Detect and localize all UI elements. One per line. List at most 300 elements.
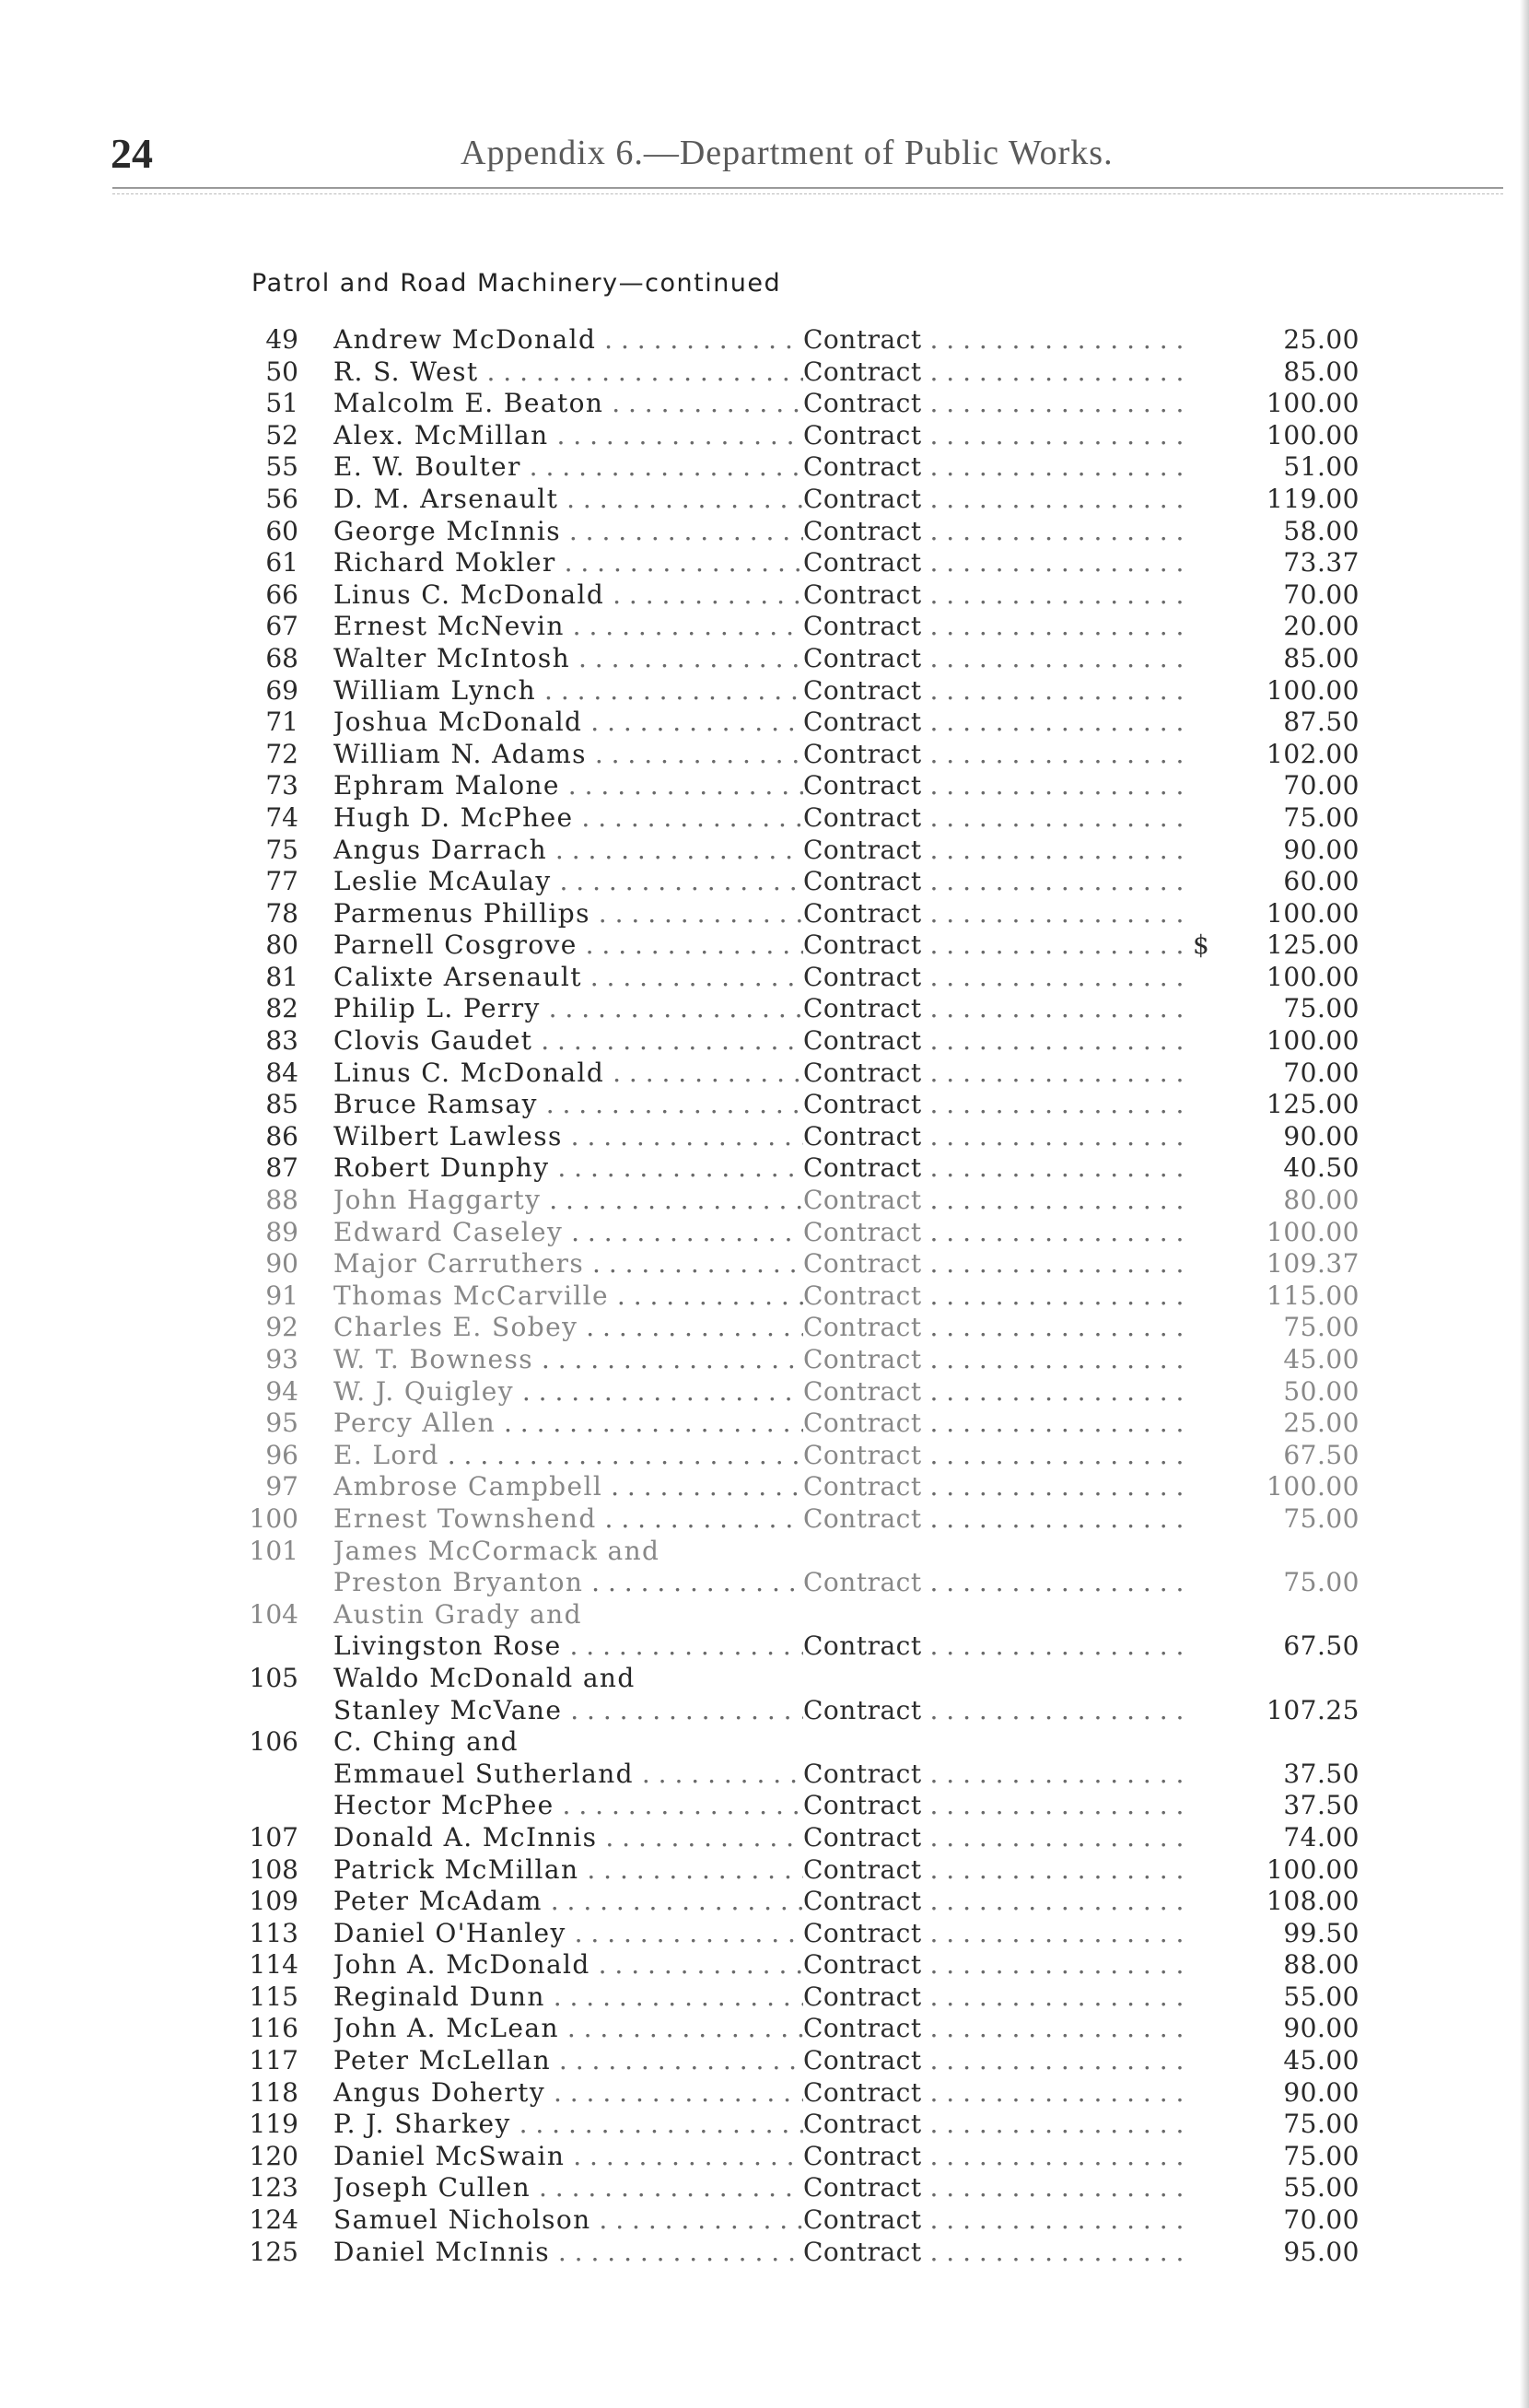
list-item (0, 2204, 1529, 2237)
entry-number: 51 (265, 388, 298, 419)
payee-name: Linus C. McDonald . . . (333, 579, 803, 611)
payment-type: Contract . . . (803, 2141, 1190, 2172)
payee-name: Preston Bryanton . . . (333, 1567, 803, 1598)
list-item (0, 2077, 1529, 2110)
entry-number: 116 (249, 2013, 298, 2044)
payment-amount: 75.00 (1283, 1502, 1360, 1534)
payment-amount: 115.00 (1266, 1280, 1360, 1311)
list-item (0, 770, 1529, 802)
list-item (0, 993, 1529, 1025)
payment-amount: 75.00 (1283, 993, 1360, 1024)
payment-type: Contract . . . (803, 1280, 1190, 1312)
payment-type: Contract . . . (803, 484, 1190, 515)
payment-amount: 70.00 (1283, 770, 1360, 801)
payee-name: Daniel McSwain . . . (333, 2141, 803, 2172)
payment-amount: 75.00 (1283, 801, 1360, 833)
payment-type: Contract . . . (803, 802, 1190, 834)
payment-amount: 73.37 (1283, 547, 1360, 579)
payment-type: Contract . . . (803, 739, 1190, 770)
payee-name: Reginald Dunn . . . (333, 1981, 803, 2013)
payment-type: Contract . . . (803, 611, 1190, 642)
list-item (0, 1025, 1529, 1058)
payment-type: Contract . . . (803, 1918, 1190, 1949)
payment-amount: 88.00 (1283, 1949, 1360, 1981)
entry-number: 94 (265, 1375, 298, 1407)
payee-name: William Lynch . . . (333, 675, 803, 707)
list-item (0, 802, 1529, 835)
payee-name: Malcolm E. Beaton . . . (333, 388, 803, 419)
list-item (0, 2045, 1529, 2077)
entry-number: 90 (265, 1248, 298, 1280)
payment-type: Contract . . . (803, 1408, 1190, 1439)
payee-name: E. Lord . . . (333, 1440, 803, 1471)
payment-type: Contract . . . (803, 1376, 1190, 1408)
payment-amount: 55.00 (1283, 2172, 1360, 2203)
payment-type: Contract . . . (803, 1567, 1190, 1598)
list-item (0, 2109, 1529, 2141)
payment-type: Contract . . . (803, 1185, 1190, 1216)
payee-name: John A. McLean . . . (333, 2013, 803, 2044)
list-item (0, 1759, 1529, 1791)
payment-type: Contract . . . (803, 643, 1190, 674)
payee-name: Austin Grady and (333, 1598, 582, 1630)
list-item (0, 1344, 1529, 1376)
payment-type: Contract . . . (803, 451, 1190, 483)
list-item (0, 1503, 1529, 1536)
entry-number: 84 (265, 1057, 298, 1088)
payment-type: Contract . . . (803, 2045, 1190, 2076)
entry-number: 91 (265, 1280, 298, 1311)
entry-number: 82 (265, 993, 298, 1024)
payment-type: Contract . . . (803, 2077, 1190, 2109)
payment-type: Contract . . . (803, 1152, 1190, 1184)
payment-amount: 75.00 (1283, 2109, 1360, 2140)
payment-type: Contract . . . (803, 516, 1190, 547)
entry-number: 100 (249, 1502, 298, 1534)
list-item (0, 1567, 1529, 1599)
payment-amount: 67.50 (1283, 1631, 1360, 1662)
payment-type: Contract . . . (803, 929, 1190, 961)
payee-name: Ernest McNevin . . . (333, 611, 803, 642)
payment-type: Contract . . . (803, 1121, 1190, 1152)
list-item (0, 1631, 1529, 1663)
payment-amount: 109.37 (1266, 1248, 1360, 1280)
entry-number: 86 (265, 1120, 298, 1151)
payment-type: Contract . . . (803, 675, 1190, 707)
list-item (0, 2141, 1529, 2173)
payment-type: Contract . . . (803, 1089, 1190, 1120)
list-item (0, 1089, 1529, 1121)
section-title: Patrol and Road Machinery—continued (251, 269, 782, 298)
payment-list (0, 324, 1529, 2268)
entry-number: 68 (265, 642, 298, 673)
list-item (0, 1376, 1529, 1409)
payee-name: Parnell Cosgrove . . . (333, 929, 803, 961)
list-item (0, 1440, 1529, 1472)
list-item (0, 707, 1529, 739)
entry-number: 92 (265, 1312, 298, 1343)
entry-number: 97 (265, 1471, 298, 1502)
payee-name: Clovis Gaudet . . . (333, 1025, 803, 1057)
payee-name: Hugh D. McPhee . . . (333, 802, 803, 834)
payee-name: Ernest Townshend . . . (333, 1503, 803, 1535)
list-item (0, 1058, 1529, 1090)
payee-name: Calixte Arsenault . . . (333, 962, 803, 993)
entry-number: 117 (249, 2045, 298, 2076)
list-item (0, 1663, 1529, 1695)
entry-number: 78 (265, 897, 298, 929)
payee-name: Leslie McAulay . . . (333, 866, 803, 897)
payment-amount: 40.50 (1283, 1152, 1360, 1184)
payee-name: William N. Adams . . . (333, 739, 803, 770)
payee-name: Peter McLellan . . . (333, 2045, 803, 2076)
payment-amount: 80.00 (1283, 1185, 1360, 1216)
payment-type: Contract . . . (803, 770, 1190, 801)
list-item (0, 739, 1529, 771)
list-item (0, 357, 1529, 389)
payment-amount: 74.00 (1283, 1821, 1360, 1853)
page-header (111, 129, 1492, 184)
entry-number: 81 (265, 961, 298, 992)
payment-type: Contract . . . (803, 1886, 1190, 1917)
entry-number: 95 (265, 1408, 298, 1439)
list-item (0, 516, 1529, 548)
entry-number: 89 (265, 1216, 298, 1247)
entry-number: 113 (249, 1917, 298, 1948)
payee-name: George McInnis . . . (333, 516, 803, 547)
list-item (0, 643, 1529, 675)
payee-name: Emmauel Sutherland . . . (333, 1759, 803, 1790)
payment-type: Contract . . . (803, 1759, 1190, 1790)
payee-name: Charles E. Sobey . . . (333, 1312, 803, 1343)
payment-amount: 58.00 (1283, 515, 1360, 546)
entry-number: 50 (265, 356, 298, 387)
payment-type: Contract . . . (803, 898, 1190, 929)
list-item (0, 1599, 1529, 1631)
payment-amount: 119.00 (1266, 483, 1360, 514)
payment-type: Contract . . . (803, 1312, 1190, 1343)
list-item (0, 1981, 1529, 2014)
list-item (0, 1949, 1529, 1981)
payee-name: Daniel McInnis . . . (333, 2237, 803, 2268)
payment-amount: 25.00 (1283, 324, 1360, 355)
entry-number: 93 (265, 1344, 298, 1374)
payment-type: Contract . . . (803, 962, 1190, 993)
payment-type: Contract . . . (803, 1471, 1190, 1502)
list-item (0, 1854, 1529, 1887)
payee-name: Andrew McDonald . . . (333, 324, 803, 356)
list-item (0, 1726, 1529, 1759)
payee-name: John Haggarty . . . (333, 1185, 803, 1216)
payment-type: Contract . . . (803, 324, 1190, 356)
entry-number: 85 (265, 1089, 298, 1120)
list-item (0, 451, 1529, 484)
payment-amount: 100.00 (1266, 674, 1360, 706)
payment-amount: 100.00 (1266, 1471, 1360, 1502)
payment-amount: 100.00 (1266, 1216, 1360, 1247)
entry-number: 71 (265, 707, 298, 738)
payment-type: Contract . . . (803, 1790, 1190, 1821)
list-item (0, 1822, 1529, 1854)
payment-type: Contract . . . (803, 1248, 1190, 1280)
payee-name: Ambrose Campbell . . . (333, 1471, 803, 1502)
list-item (0, 2237, 1529, 2269)
payment-type: Contract . . . (803, 1503, 1190, 1535)
list-item (0, 835, 1529, 867)
payee-name: Philip L. Perry . . . (333, 993, 803, 1024)
payment-type: Contract . . . (803, 579, 1190, 611)
list-item (0, 898, 1529, 930)
payment-type: Contract . . . (803, 866, 1190, 897)
payment-type: Contract . . . (803, 2237, 1190, 2268)
list-item (0, 2172, 1529, 2204)
entry-number: 75 (265, 834, 298, 865)
payee-name: Daniel O'Hanley . . . (333, 1918, 803, 1949)
list-item (0, 2013, 1529, 2045)
list-item (0, 1248, 1529, 1280)
payment-type: Contract . . . (803, 1440, 1190, 1471)
list-item (0, 611, 1529, 643)
payee-name: W. T. Bowness . . . (333, 1344, 803, 1375)
payment-amount: 37.50 (1283, 1790, 1360, 1821)
payment-amount: 108.00 (1266, 1886, 1360, 1917)
entry-number: 124 (249, 2204, 298, 2236)
payment-amount: 95.00 (1283, 2236, 1360, 2267)
payee-name: Bruce Ramsay . . . (333, 1089, 803, 1120)
entry-number: 52 (265, 419, 298, 450)
payment-type: Contract . . . (803, 547, 1190, 579)
payment-type: Contract . . . (803, 707, 1190, 738)
payee-name: Ephram Malone . . . (333, 770, 803, 801)
payment-amount: 85.00 (1283, 642, 1360, 673)
payment-amount: 100.00 (1266, 388, 1360, 419)
payee-name: R. S. West . . . (333, 357, 803, 388)
payment-type: Contract . . . (803, 1981, 1190, 2013)
payee-name: Angus Doherty . . . (333, 2077, 803, 2109)
payee-name: Livingston Rose . . . (333, 1631, 803, 1662)
list-item (0, 1471, 1529, 1503)
entry-number: 123 (249, 2172, 298, 2203)
header-rule (112, 187, 1503, 189)
payment-type: Contract . . . (803, 2204, 1190, 2236)
list-item (0, 1280, 1529, 1313)
payee-name: Major Carruthers . . . (333, 1248, 803, 1280)
running-head: Appendix 6.—Department of Public Works. (461, 134, 1114, 172)
payee-name: E. W. Boulter . . . (333, 451, 803, 483)
payment-type: Contract . . . (803, 1217, 1190, 1248)
entry-number: 101 (249, 1535, 298, 1566)
payment-type: Contract . . . (803, 2109, 1190, 2140)
entry-number: 88 (265, 1185, 298, 1216)
entry-number: 118 (249, 2076, 298, 2108)
list-item (0, 1790, 1529, 1822)
payment-type: Contract . . . (803, 1822, 1190, 1853)
page-number: 24 (111, 130, 153, 177)
payment-amount: 37.50 (1283, 1758, 1360, 1789)
payee-name: Peter McAdam . . . (333, 1886, 803, 1917)
payee-name: Edward Caseley . . . (333, 1217, 803, 1248)
entry-number: 73 (265, 770, 298, 801)
payment-type: Contract . . . (803, 1058, 1190, 1089)
payment-amount: 90.00 (1283, 2076, 1360, 2108)
header-rule-secondary (112, 193, 1503, 194)
entry-number: 55 (265, 451, 298, 483)
payment-amount: 100.00 (1266, 419, 1360, 450)
payee-name: C. Ching and (333, 1726, 519, 1758)
list-item (0, 1185, 1529, 1217)
payee-name: Stanley McVane . . . (333, 1695, 803, 1726)
payee-name: Richard Mokler . . . (333, 547, 803, 579)
payee-name: Joseph Cullen . . . (333, 2172, 803, 2203)
payee-name: Hector McPhee . . . (333, 1790, 803, 1821)
list-item (0, 929, 1529, 962)
list-item (0, 324, 1529, 357)
payee-name: Linus C. McDonald . . . (333, 1058, 803, 1089)
entry-number: 60 (265, 515, 298, 546)
payment-amount: 70.00 (1283, 1057, 1360, 1088)
entry-number: 66 (265, 579, 298, 610)
payment-type: Contract . . . (803, 1344, 1190, 1375)
entry-number: 74 (265, 801, 298, 833)
list-item (0, 1152, 1529, 1185)
list-item (0, 962, 1529, 994)
payee-name: Parmenus Phillips . . . (333, 898, 803, 929)
entry-number: 120 (249, 2140, 298, 2171)
entry-number: 108 (249, 1853, 298, 1885)
payment-type: Contract . . . (803, 1025, 1190, 1057)
list-item (0, 1121, 1529, 1153)
payment-amount: 75.00 (1283, 2140, 1360, 2171)
payment-type: Contract . . . (803, 357, 1190, 388)
payment-type: Contract . . . (803, 1854, 1190, 1886)
entry-number: 83 (265, 1025, 298, 1057)
payee-name: Percy Allen . . . (333, 1408, 803, 1439)
payee-name: Alex. McMillan . . . (333, 420, 803, 451)
list-item (0, 1918, 1529, 1950)
payment-type: Contract . . . (803, 1949, 1190, 1981)
payment-amount: 100.00 (1266, 1853, 1360, 1885)
list-item (0, 1536, 1529, 1568)
entry-number: 87 (265, 1152, 298, 1184)
payment-type: Contract . . . (803, 835, 1190, 866)
payment-amount: 125.00 (1266, 1089, 1360, 1120)
payment-amount: 55.00 (1283, 1981, 1360, 2012)
payee-name: Walter McIntosh . . . (333, 643, 803, 674)
entry-number: 80 (265, 929, 298, 961)
entry-number: 107 (249, 1821, 298, 1853)
payment-amount: 45.00 (1283, 1344, 1360, 1374)
payment-type: Contract . . . (803, 420, 1190, 451)
entry-number: 114 (249, 1949, 298, 1981)
entry-number: 96 (265, 1439, 298, 1470)
entry-number: 69 (265, 674, 298, 706)
payment-amount: 100.00 (1266, 1025, 1360, 1057)
list-item (0, 484, 1529, 516)
payee-name: Robert Dunphy . . . (333, 1152, 803, 1184)
list-item (0, 579, 1529, 612)
list-item (0, 1695, 1529, 1727)
entry-number: 67 (265, 611, 298, 642)
payment-amount: 90.00 (1283, 1120, 1360, 1151)
payment-amount: 90.00 (1283, 2013, 1360, 2044)
entry-number: 106 (249, 1726, 298, 1758)
list-item (0, 675, 1529, 707)
payee-name: W. J. Quigley . . . (333, 1376, 803, 1408)
payment-amount: 107.25 (1266, 1694, 1360, 1725)
payment-amount: 102.00 (1266, 738, 1360, 769)
list-item (0, 1217, 1529, 1249)
payee-name: Samuel Nicholson . . . (333, 2204, 803, 2236)
payment-amount: 45.00 (1283, 2045, 1360, 2076)
entry-number: 104 (249, 1598, 298, 1630)
entry-number: 105 (249, 1662, 298, 1693)
payee-name: Patrick McMillan . . . (333, 1854, 803, 1886)
payee-name: D. M. Arsenault . . . (333, 484, 803, 515)
payment-amount: 100.00 (1266, 961, 1360, 992)
payee-name: Donald A. McInnis . . . (333, 1822, 803, 1853)
payment-amount: 51.00 (1283, 451, 1360, 483)
entry-number: 119 (249, 2109, 298, 2140)
payee-name: P. J. Sharkey . . . (333, 2109, 803, 2140)
entry-number: 49 (265, 324, 298, 355)
entry-number: 56 (265, 483, 298, 514)
payment-type: Contract . . . (803, 1695, 1190, 1726)
entry-number: 61 (265, 547, 298, 579)
payment-amount: 90.00 (1283, 834, 1360, 865)
list-item (0, 420, 1529, 452)
payment-type: Contract . . . (803, 2172, 1190, 2203)
payment-amount: 100.00 (1266, 897, 1360, 929)
payment-amount: 75.00 (1283, 1567, 1360, 1598)
list-item (0, 1312, 1529, 1344)
payee-name: Angus Darrach . . . (333, 835, 803, 866)
payment-type: Contract . . . (803, 1631, 1190, 1662)
payee-name: John A. McDonald . . . (333, 1949, 803, 1981)
payee-name: Joshua McDonald . . . (333, 707, 803, 738)
payment-amount: 125.00 (1266, 929, 1360, 961)
payee-name: Thomas McCarville . . . (333, 1280, 803, 1312)
payment-amount: 99.50 (1283, 1917, 1360, 1948)
payment-amount: 60.00 (1283, 866, 1360, 897)
payment-amount: 85.00 (1283, 356, 1360, 387)
list-item (0, 1408, 1529, 1440)
payment-amount: 25.00 (1283, 1408, 1360, 1439)
list-item (0, 388, 1529, 420)
payment-type: Contract . . . (803, 2013, 1190, 2044)
payment-amount: 50.00 (1283, 1375, 1360, 1407)
payee-name: Wilbert Lawless . . . (333, 1121, 803, 1152)
payment-amount: 70.00 (1283, 2204, 1360, 2236)
list-item (0, 866, 1529, 898)
entry-number: 77 (265, 866, 298, 897)
list-item (0, 547, 1529, 579)
payee-name: James McCormack and (333, 1535, 660, 1566)
list-item (0, 1886, 1529, 1918)
currency-symbol: $ (1193, 929, 1209, 961)
entry-number: 72 (265, 738, 298, 769)
payment-type: Contract . . . (803, 388, 1190, 419)
payee-name: Waldo McDonald and (333, 1662, 636, 1693)
entry-number: 125 (249, 2236, 298, 2267)
payment-amount: 75.00 (1283, 1312, 1360, 1343)
entry-number: 115 (249, 1981, 298, 2012)
entry-number: 109 (249, 1886, 298, 1917)
payment-amount: 87.50 (1283, 707, 1360, 738)
payment-amount: 67.50 (1283, 1439, 1360, 1470)
payment-amount: 70.00 (1283, 579, 1360, 610)
payment-type: Contract . . . (803, 993, 1190, 1024)
payment-amount: 20.00 (1283, 611, 1360, 642)
